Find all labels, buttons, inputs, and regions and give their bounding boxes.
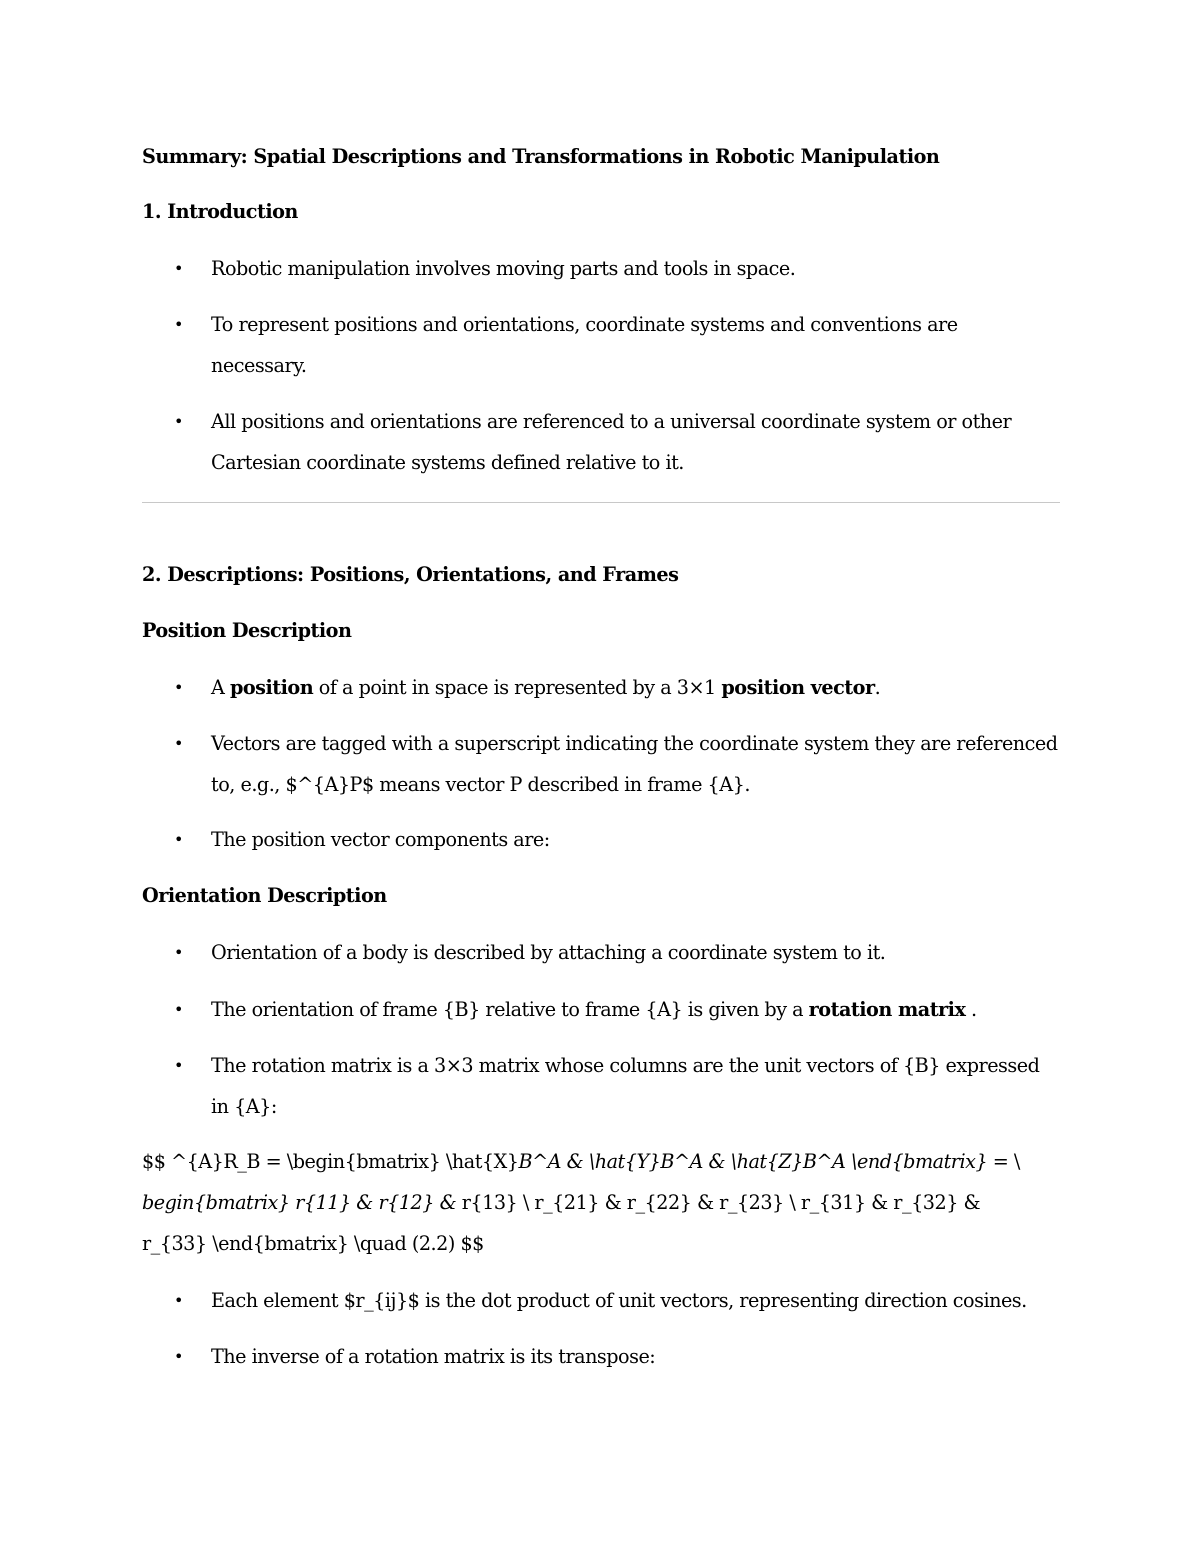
orientation-bullet-1: Orientation of a body is described by attaching a coordinate system to it. xyxy=(211,941,886,964)
bullet-marker: • xyxy=(174,412,184,431)
orientation-bullet-5: The inverse of a rotation matrix is its transpose: xyxy=(211,1345,656,1368)
text-run: r{13} \ r_{21} & r_{22} & r_{23} \ r_{31} & r_{32} & xyxy=(456,1191,981,1214)
bullet-marker: • xyxy=(174,1347,184,1366)
horizontal-divider xyxy=(142,502,1060,503)
intro-bullet-2-line-2: necessary. xyxy=(211,354,307,377)
bold-term-rotation-matrix: rotation matrix xyxy=(808,998,966,1021)
bullet-marker: • xyxy=(174,1000,184,1019)
text-run: The orientation of frame {B} relative to frame {A} is given by a xyxy=(211,998,809,1021)
position-bullet-3: The position vector components are: xyxy=(211,828,550,851)
orientation-bullet-3-line-1: The rotation matrix is a 3×3 matrix whose columns are the unit vectors of {B} expressed xyxy=(211,1054,1040,1077)
section-heading-introduction: 1. Introduction xyxy=(142,200,298,223)
text-run: = \ xyxy=(987,1150,1020,1173)
intro-bullet-1: Robotic manipulation involves moving parts and tools in space. xyxy=(211,257,796,280)
document-title: Summary: Spatial Descriptions and Transformations in Robotic Manipulation xyxy=(142,145,940,168)
bullet-marker: • xyxy=(174,1291,184,1310)
position-bullet-2-line-1: Vectors are tagged with a superscript indicating the coordinate system they are referenced xyxy=(211,732,1058,755)
orientation-bullet-4: Each element $r_{ij}$ is the dot product of unit vectors, representing direction cosines. xyxy=(211,1289,1027,1312)
equation-line-3: r_{33} \end{bmatrix} \quad (2.2) $$ xyxy=(142,1232,484,1255)
bullet-marker: • xyxy=(174,315,184,334)
bold-term-position: position xyxy=(229,676,314,699)
intro-bullet-3-line-2: Cartesian coordinate systems defined relative to it. xyxy=(211,451,684,474)
intro-bullet-2-line-1: To represent positions and orientations, coordinate systems and conventions are xyxy=(211,313,958,336)
bullet-marker: • xyxy=(174,1056,184,1075)
subheading-position-description: Position Description xyxy=(142,619,352,642)
text-run: of a point in space is represented by a 3×1 xyxy=(313,676,722,699)
text-run: A xyxy=(211,676,230,699)
subheading-orientation-description: Orientation Description xyxy=(142,884,387,907)
position-bullet-1 xyxy=(211,678,880,697)
bullet-marker: • xyxy=(174,734,184,753)
intro-bullet-3-line-1: All positions and orientations are referenced to a universal coordinate system or other xyxy=(211,410,1012,433)
italic-run: begin{bmatrix} r{11} & r{12} & xyxy=(142,1191,457,1214)
bullet-marker: • xyxy=(174,259,184,278)
text-run: $$ ^{A}R_B = \begin{bmatrix} \hat{X} xyxy=(142,1150,519,1173)
bold-term-position-vector: position vector xyxy=(721,676,875,699)
text-run: . xyxy=(965,998,977,1021)
equation-line-1 xyxy=(142,1152,1020,1171)
bullet-marker: • xyxy=(174,678,184,697)
position-bullet-2-line-2: to, e.g., $^{A}P$ means vector P described in frame {A}. xyxy=(211,773,750,796)
section-heading-descriptions: 2. Descriptions: Positions, Orientations, and Frames xyxy=(142,563,679,586)
bullet-marker: • xyxy=(174,830,184,849)
italic-run: B^A & \hat{Y}B^A & \hat{Z}B^A \end{bmatrix} xyxy=(518,1150,988,1173)
orientation-bullet-2 xyxy=(211,1000,977,1019)
text-run: . xyxy=(874,676,881,699)
equation-line-2 xyxy=(142,1193,980,1212)
orientation-bullet-3-line-2: in {A}: xyxy=(211,1095,277,1118)
bullet-marker: • xyxy=(174,943,184,962)
